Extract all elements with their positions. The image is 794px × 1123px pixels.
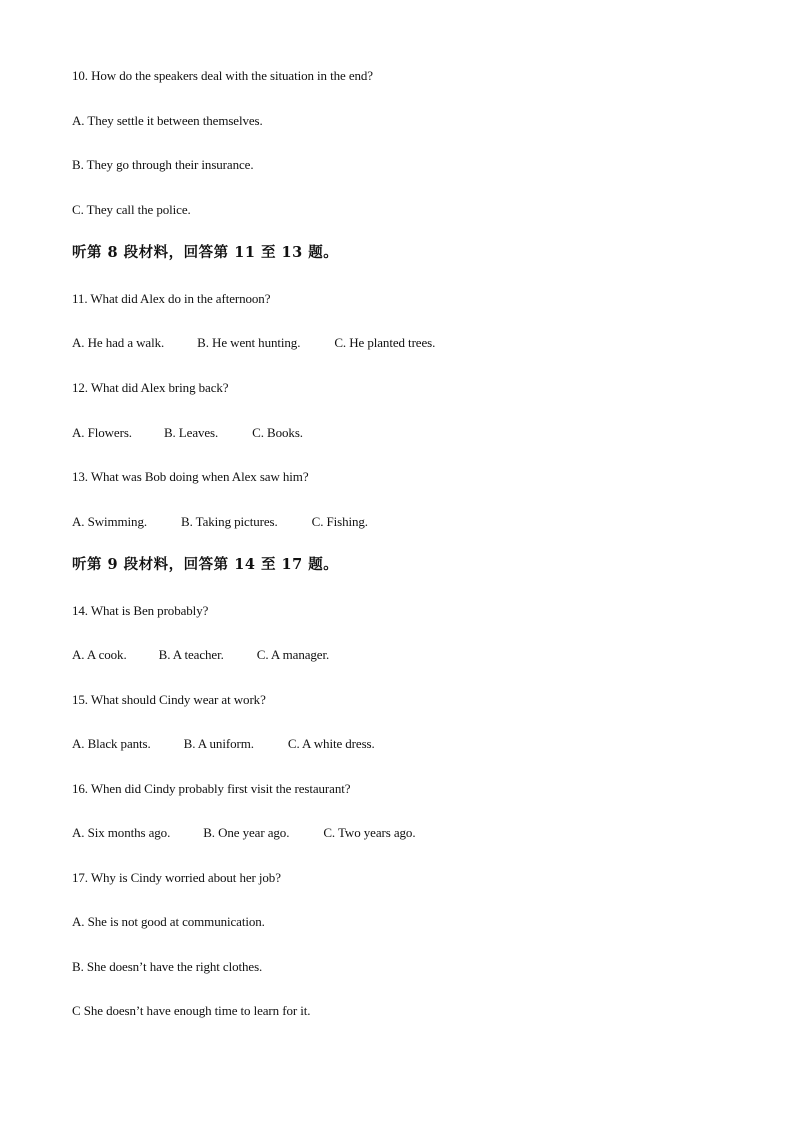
question-16: 16. When did Cindy probably first visit the restaurant? [72, 781, 351, 796]
section-9-heading: 听第 9 段材料，回答第 14 至 17 题。 [72, 556, 339, 573]
question-12-option-b: B. Leaves. [163, 425, 219, 440]
question-13-option-c: C. Fishing. [311, 514, 368, 529]
question-15-option-a: A. Black pants. [72, 736, 151, 751]
question-13-option-b: B. Taking pictures. [181, 514, 278, 529]
question-14-options [72, 647, 329, 663]
question-10-option-c: C. They call the police. [72, 202, 191, 217]
question-16-option-a: A. Six months ago. [72, 825, 171, 840]
question-12-options [72, 425, 303, 441]
question-15-option-b: B. A uniform. [183, 736, 254, 751]
question-10: 10. How do the speakers deal with the situation in the end? [72, 68, 373, 83]
question-14: 14. What is Ben probably? [72, 603, 209, 618]
question-13-options [72, 514, 368, 530]
question-17-option-b: B. She doesn’t have the right clothes. [72, 959, 263, 974]
question-12-option-a: A. Flowers. [72, 425, 132, 440]
question-17-option-c: C She doesn’t have enough time to learn for it. [72, 1003, 311, 1018]
question-11-option-b: B. He went hunting. [197, 335, 301, 350]
question-13: 13. What was Bob doing when Alex saw him? [72, 469, 309, 484]
section-8-heading: 听第 8 段材料，回答第 11 至 13 题。 [72, 244, 339, 261]
question-11-options [72, 335, 435, 351]
question-12: 12. What did Alex bring back? [72, 380, 229, 395]
question-16-options [72, 825, 415, 841]
question-15-option-c: C. A white dress. [287, 736, 375, 751]
question-11: 11. What did Alex do in the afternoon? [72, 291, 271, 306]
question-17: 17. Why is Cindy worried about her job? [72, 870, 281, 885]
question-14-option-b: B. A teacher. [158, 647, 224, 662]
question-10-option-b: B. They go through their insurance. [72, 157, 254, 172]
question-16-option-b: B. One year ago. [203, 825, 290, 840]
question-11-option-c: C. He planted trees. [334, 335, 436, 350]
question-10-option-a: A. They settle it between themselves. [72, 113, 263, 128]
question-12-option-c: C. Books. [252, 425, 303, 440]
question-16-option-c: C. Two years ago. [323, 825, 416, 840]
question-15-options [72, 736, 375, 752]
question-13-option-a: A. Swimming. [72, 514, 148, 529]
question-15: 15. What should Cindy wear at work? [72, 692, 266, 707]
question-17-option-a: A. She is not good at communication. [72, 914, 265, 929]
question-11-option-a: A. He had a walk. [72, 335, 165, 350]
question-14-option-c: C. A manager. [256, 647, 330, 662]
question-14-option-a: A. A cook. [72, 647, 127, 662]
